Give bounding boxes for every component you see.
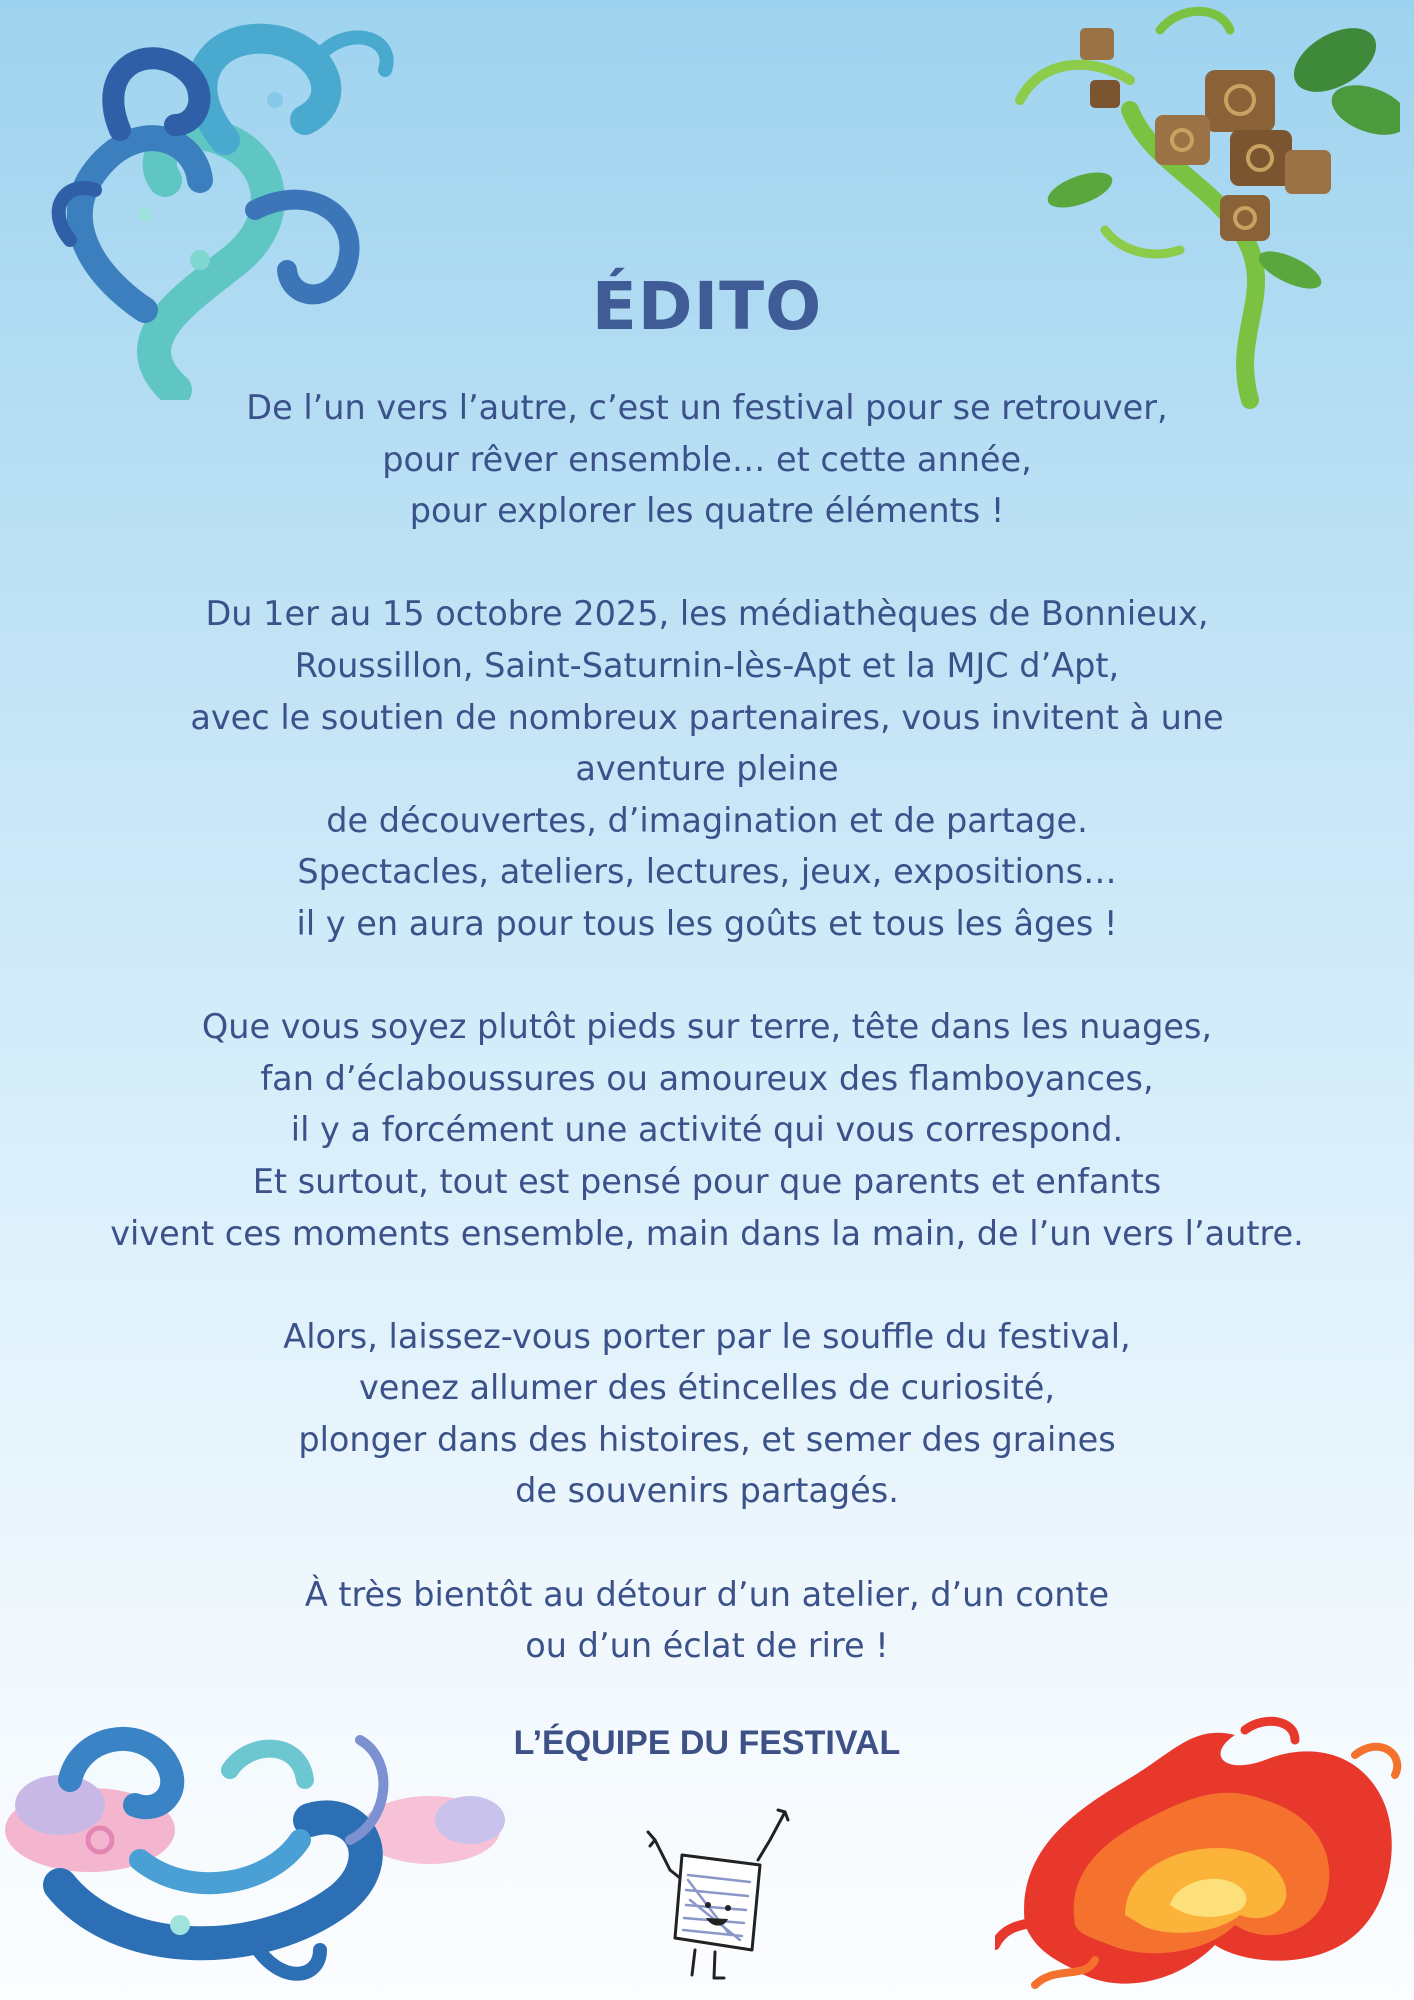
paragraph-gap xyxy=(100,950,1314,1002)
text-line: Et surtout, tout est pensé pour que parents et enfants xyxy=(252,1161,1162,1201)
text-line: À très bientôt au détour d’un atelier, d’un conte xyxy=(304,1574,1110,1614)
book-mascot-illustration xyxy=(620,1800,800,1990)
text-line: vivent ces moments ensemble, main dans la main, de l’un vers l’autre. xyxy=(110,1213,1304,1253)
paragraph-gap xyxy=(100,1517,1314,1569)
text-line: Spectacles, ateliers, lectures, jeux, expositions… xyxy=(297,852,1117,892)
text-line: de découvertes, d’imagination et de partage. xyxy=(326,800,1088,840)
earth-vine-illustration xyxy=(980,0,1400,410)
fire-flame-illustration xyxy=(995,1715,1414,2000)
signature: L’ÉQUIPE DU FESTIVAL xyxy=(513,1724,901,1762)
text-line: Que vous soyez plutôt pieds sur terre, tête dans les nuages, xyxy=(201,1007,1213,1047)
text-line: aventure pleine xyxy=(575,749,839,789)
text-line: il y en aura pour tous les goûts et tous les âges ! xyxy=(296,903,1118,943)
text-line: Alors, laissez-vous porter par le souffle du festival, xyxy=(283,1316,1131,1356)
paragraph-gap xyxy=(100,537,1314,589)
text-line: Du 1er au 15 octobre 2025, les médiathèques de Bonnieux, xyxy=(205,594,1209,634)
air-wave-illustration xyxy=(0,1710,510,2000)
editorial-text xyxy=(100,382,1314,1672)
text-line: il y a forcément une activité qui vous correspond. xyxy=(290,1110,1124,1150)
text-line: fan d’éclaboussures ou amoureux des flamboyances, xyxy=(260,1058,1154,1098)
text-line: Roussillon, Saint-Saturnin-lès-Apt et la MJC d’Apt, xyxy=(294,645,1120,685)
text-line: De l’un vers l’autre, c’est un festival pour se retrouver, xyxy=(246,388,1168,427)
text-line: venez allumer des étincelles de curiosité, xyxy=(358,1368,1056,1408)
page-title: ÉDITO xyxy=(591,268,823,345)
text-line: avec le soutien de nombreux partenaires, vous invitent à une xyxy=(190,697,1224,737)
text-line: de souvenirs partagés. xyxy=(515,1471,899,1511)
text-line: pour explorer les quatre éléments ! xyxy=(409,491,1005,531)
text-line: plonger dans des histoires, et semer des graines xyxy=(298,1419,1116,1459)
text-line: pour rêver ensemble… et cette année, xyxy=(382,439,1032,479)
text-line: ou d’un éclat de rire ! xyxy=(525,1626,889,1666)
paragraph-gap xyxy=(100,1259,1314,1311)
